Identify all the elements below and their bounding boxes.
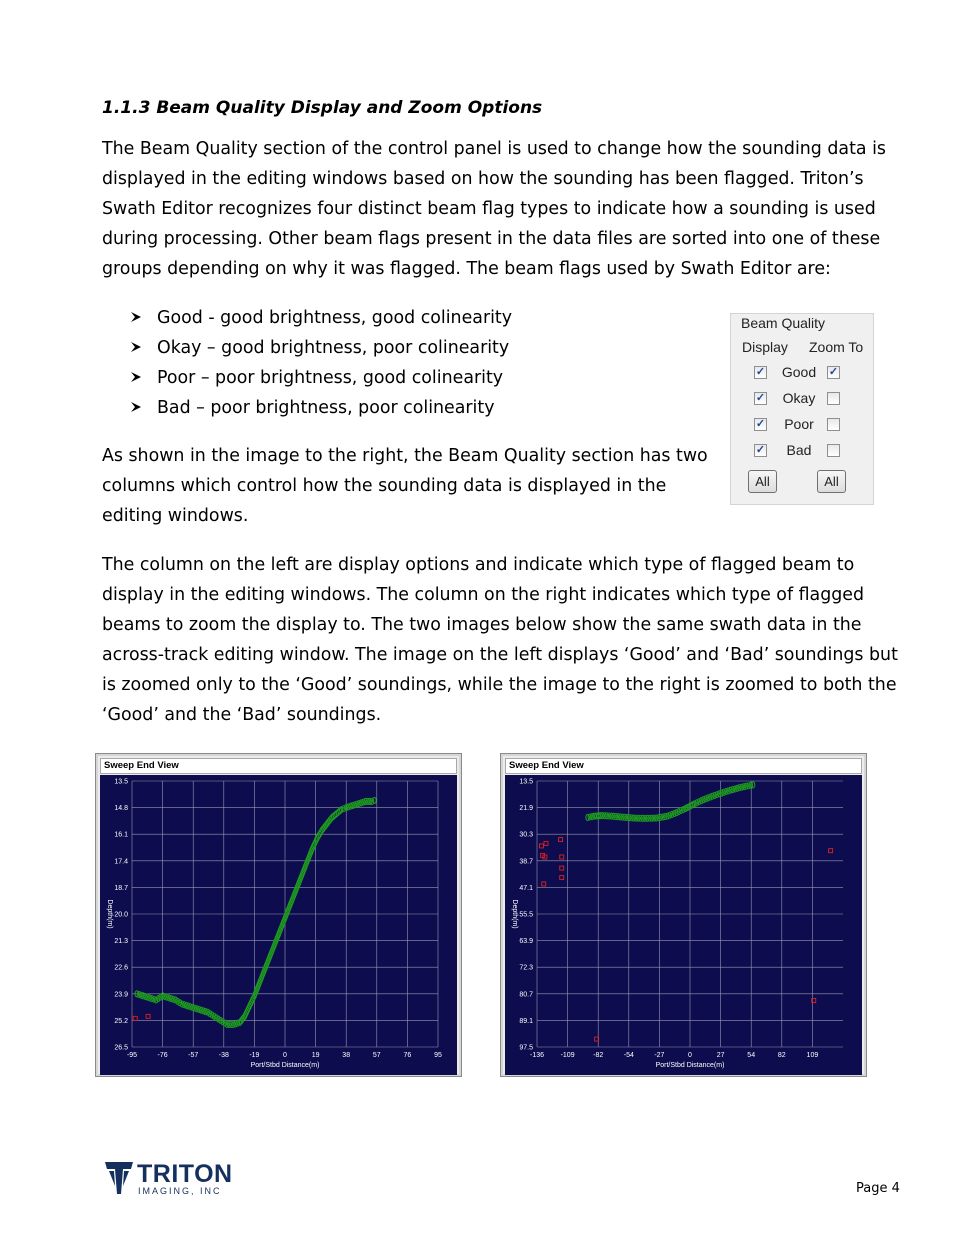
y-tick-label: 18.7	[114, 884, 128, 892]
page-number: Page 4	[856, 1181, 900, 1196]
display-bad-checkbox[interactable]: ✓	[755, 444, 766, 456]
arrowhead-bullet-icon	[130, 303, 157, 333]
y-axis-label: Depth(m)	[511, 899, 518, 929]
text-line: As shown in the image to the right, the Beam Quality section has two	[102, 446, 708, 466]
y-tick-label: 47.1	[519, 884, 533, 892]
y-tick-label: 21.9	[519, 805, 533, 813]
plot-background	[100, 775, 457, 1075]
y-tick-label: 63.9	[519, 938, 533, 946]
text-line: across-track editing window. The image on the left displays ‘Good’ and ‘Bad’ soundings but	[102, 645, 898, 665]
text-line: columns which control how the sounding data is displayed in the	[102, 476, 667, 496]
zoom-good-checkbox[interactable]: ✓	[828, 366, 839, 378]
beam-row-okay	[731, 390, 875, 410]
y-tick-label: 30.3	[519, 831, 533, 839]
trident-icon	[104, 1160, 134, 1196]
arrowhead-bullet-icon	[130, 363, 157, 393]
x-tick-label: -27	[654, 1052, 665, 1059]
y-tick-label: 20.0	[114, 911, 128, 919]
beam-quality-panel	[730, 313, 874, 505]
beam-row-poor	[731, 416, 875, 436]
display-all-button[interactable]: All	[748, 470, 777, 493]
display-header: Display	[742, 339, 788, 355]
display-good-checkbox[interactable]: ✓	[755, 366, 766, 378]
zoom-all-button[interactable]: All	[817, 470, 846, 493]
x-tick-label: 54	[747, 1052, 756, 1059]
text-line: Swath Editor recognizes four distinct beam flag types to indicate how a sounding is used	[102, 199, 876, 219]
x-tick-label: -76	[157, 1052, 168, 1059]
x-tick-label: 82	[777, 1052, 786, 1059]
x-tick-label: 76	[403, 1052, 412, 1059]
y-tick-label: 23.9	[114, 991, 128, 999]
list-item: Okay – good brightness, poor colinearity	[130, 333, 512, 363]
window-caption: Sweep End View	[100, 758, 457, 774]
y-axis-label: Depth(m)	[106, 899, 113, 929]
beam-row-bad	[731, 442, 875, 462]
beam-row-good	[731, 364, 875, 384]
y-tick-label: 72.3	[519, 964, 533, 972]
list-item: Bad – poor brightness, poor colinearity	[130, 393, 512, 423]
x-tick-label: 109	[806, 1052, 819, 1059]
y-tick-label: 89.1	[519, 1017, 533, 1025]
zoom-bad-checkbox[interactable]	[827, 444, 840, 457]
zoom-okay-checkbox[interactable]	[827, 392, 840, 405]
x-tick-label: 19	[311, 1052, 320, 1059]
text-line: is zoomed only to the ‘Good’ soundings, while the image to the right is zoomed to both the	[102, 675, 897, 695]
beam-flag-list	[130, 303, 512, 423]
x-tick-label: -57	[188, 1052, 199, 1059]
y-tick-label: 13.5	[519, 778, 533, 786]
x-tick-label: -38	[218, 1052, 229, 1059]
y-tick-label: 80.7	[519, 991, 533, 999]
logo-name: TRITON	[137, 1160, 233, 1188]
sweep-end-view-right	[500, 753, 867, 1077]
y-tick-label: 13.5	[114, 778, 128, 786]
y-tick-label: 38.7	[519, 858, 533, 866]
y-tick-label: 14.8	[114, 805, 128, 813]
chart-right[interactable]	[505, 775, 862, 1075]
window-caption: Sweep End View	[505, 758, 862, 774]
y-tick-label: 21.3	[114, 938, 128, 946]
x-tick-label: 38	[342, 1052, 351, 1059]
x-tick-label: -109	[560, 1052, 575, 1059]
display-poor-checkbox[interactable]: ✓	[755, 418, 766, 430]
sweep-end-view-left	[95, 753, 462, 1077]
y-tick-label: 22.6	[114, 964, 128, 972]
text-line: beams to zoom the display to. The two images below show the same swath data in the	[102, 615, 862, 635]
text-line: The Beam Quality section of the control panel is used to change how the sounding data is	[102, 139, 886, 159]
x-tick-label: 0	[283, 1052, 287, 1059]
y-tick-label: 25.2	[114, 1017, 128, 1025]
beam-quality-title: Beam Quality	[741, 315, 826, 331]
beam-label: Bad	[786, 442, 812, 458]
y-tick-label: 16.1	[114, 831, 128, 839]
zoom-poor-checkbox[interactable]	[827, 418, 840, 431]
y-tick-label: 26.5	[114, 1044, 128, 1052]
text-line: editing windows.	[102, 506, 249, 526]
plot-background	[505, 775, 862, 1075]
beam-label: Okay	[782, 390, 816, 406]
x-tick-label: -95	[126, 1052, 138, 1059]
text-line: ‘Good’ and the ‘Bad’ soundings.	[102, 705, 382, 725]
y-tick-label: 17.4	[114, 858, 128, 866]
zoom-to-header: Zoom To	[809, 339, 864, 355]
section-heading: 1.1.3 Beam Quality Display and Zoom Options	[102, 98, 543, 118]
arrowhead-bullet-icon	[130, 393, 157, 423]
y-tick-label: 55.5	[519, 911, 533, 919]
text-line: display in the editing windows. The column on the right indicates which type of flagged	[102, 585, 865, 605]
text-line: displayed in the editing windows based on how the sounding has been flagged. Triton’s	[102, 169, 864, 189]
x-axis-label: Port/Stbd Distance(m)	[250, 1062, 320, 1069]
x-tick-label: -19	[249, 1052, 260, 1059]
text-line: The column on the left are display options and indicate which type of flagged beam to	[102, 555, 855, 575]
beam-label: Poor	[784, 416, 814, 432]
x-tick-label: 27	[716, 1052, 725, 1059]
x-tick-label: 57	[372, 1052, 381, 1059]
list-item: Poor – poor brightness, good colinearity	[130, 363, 512, 393]
x-tick-label: 0	[688, 1052, 692, 1059]
text-line: groups depending on why it was flagged. The beam flags used by Swath Editor are:	[102, 259, 831, 279]
x-tick-label: -82	[593, 1052, 604, 1059]
logo-subtitle: IMAGING, INC	[138, 1186, 222, 1196]
beam-label: Good	[781, 364, 817, 380]
chart-left[interactable]	[100, 775, 457, 1075]
text-line: during processing. Other beam flags present in the data files are sorted into one of these	[102, 229, 881, 249]
intro-paragraph	[102, 134, 886, 284]
arrowhead-bullet-icon	[130, 333, 157, 363]
columns-paragraph	[102, 550, 898, 730]
display-okay-checkbox[interactable]: ✓	[755, 392, 766, 404]
list-item: Good - good brightness, good colinearity	[130, 303, 512, 333]
beam-quality-paragraph	[102, 441, 708, 531]
x-axis-label: Port/Stbd Distance(m)	[655, 1062, 725, 1069]
y-tick-label: 97.5	[519, 1044, 533, 1052]
x-tick-label: 95	[434, 1052, 442, 1059]
triton-logo	[104, 1160, 233, 1198]
x-tick-label: -54	[623, 1052, 634, 1059]
x-tick-label: -136	[529, 1052, 545, 1059]
